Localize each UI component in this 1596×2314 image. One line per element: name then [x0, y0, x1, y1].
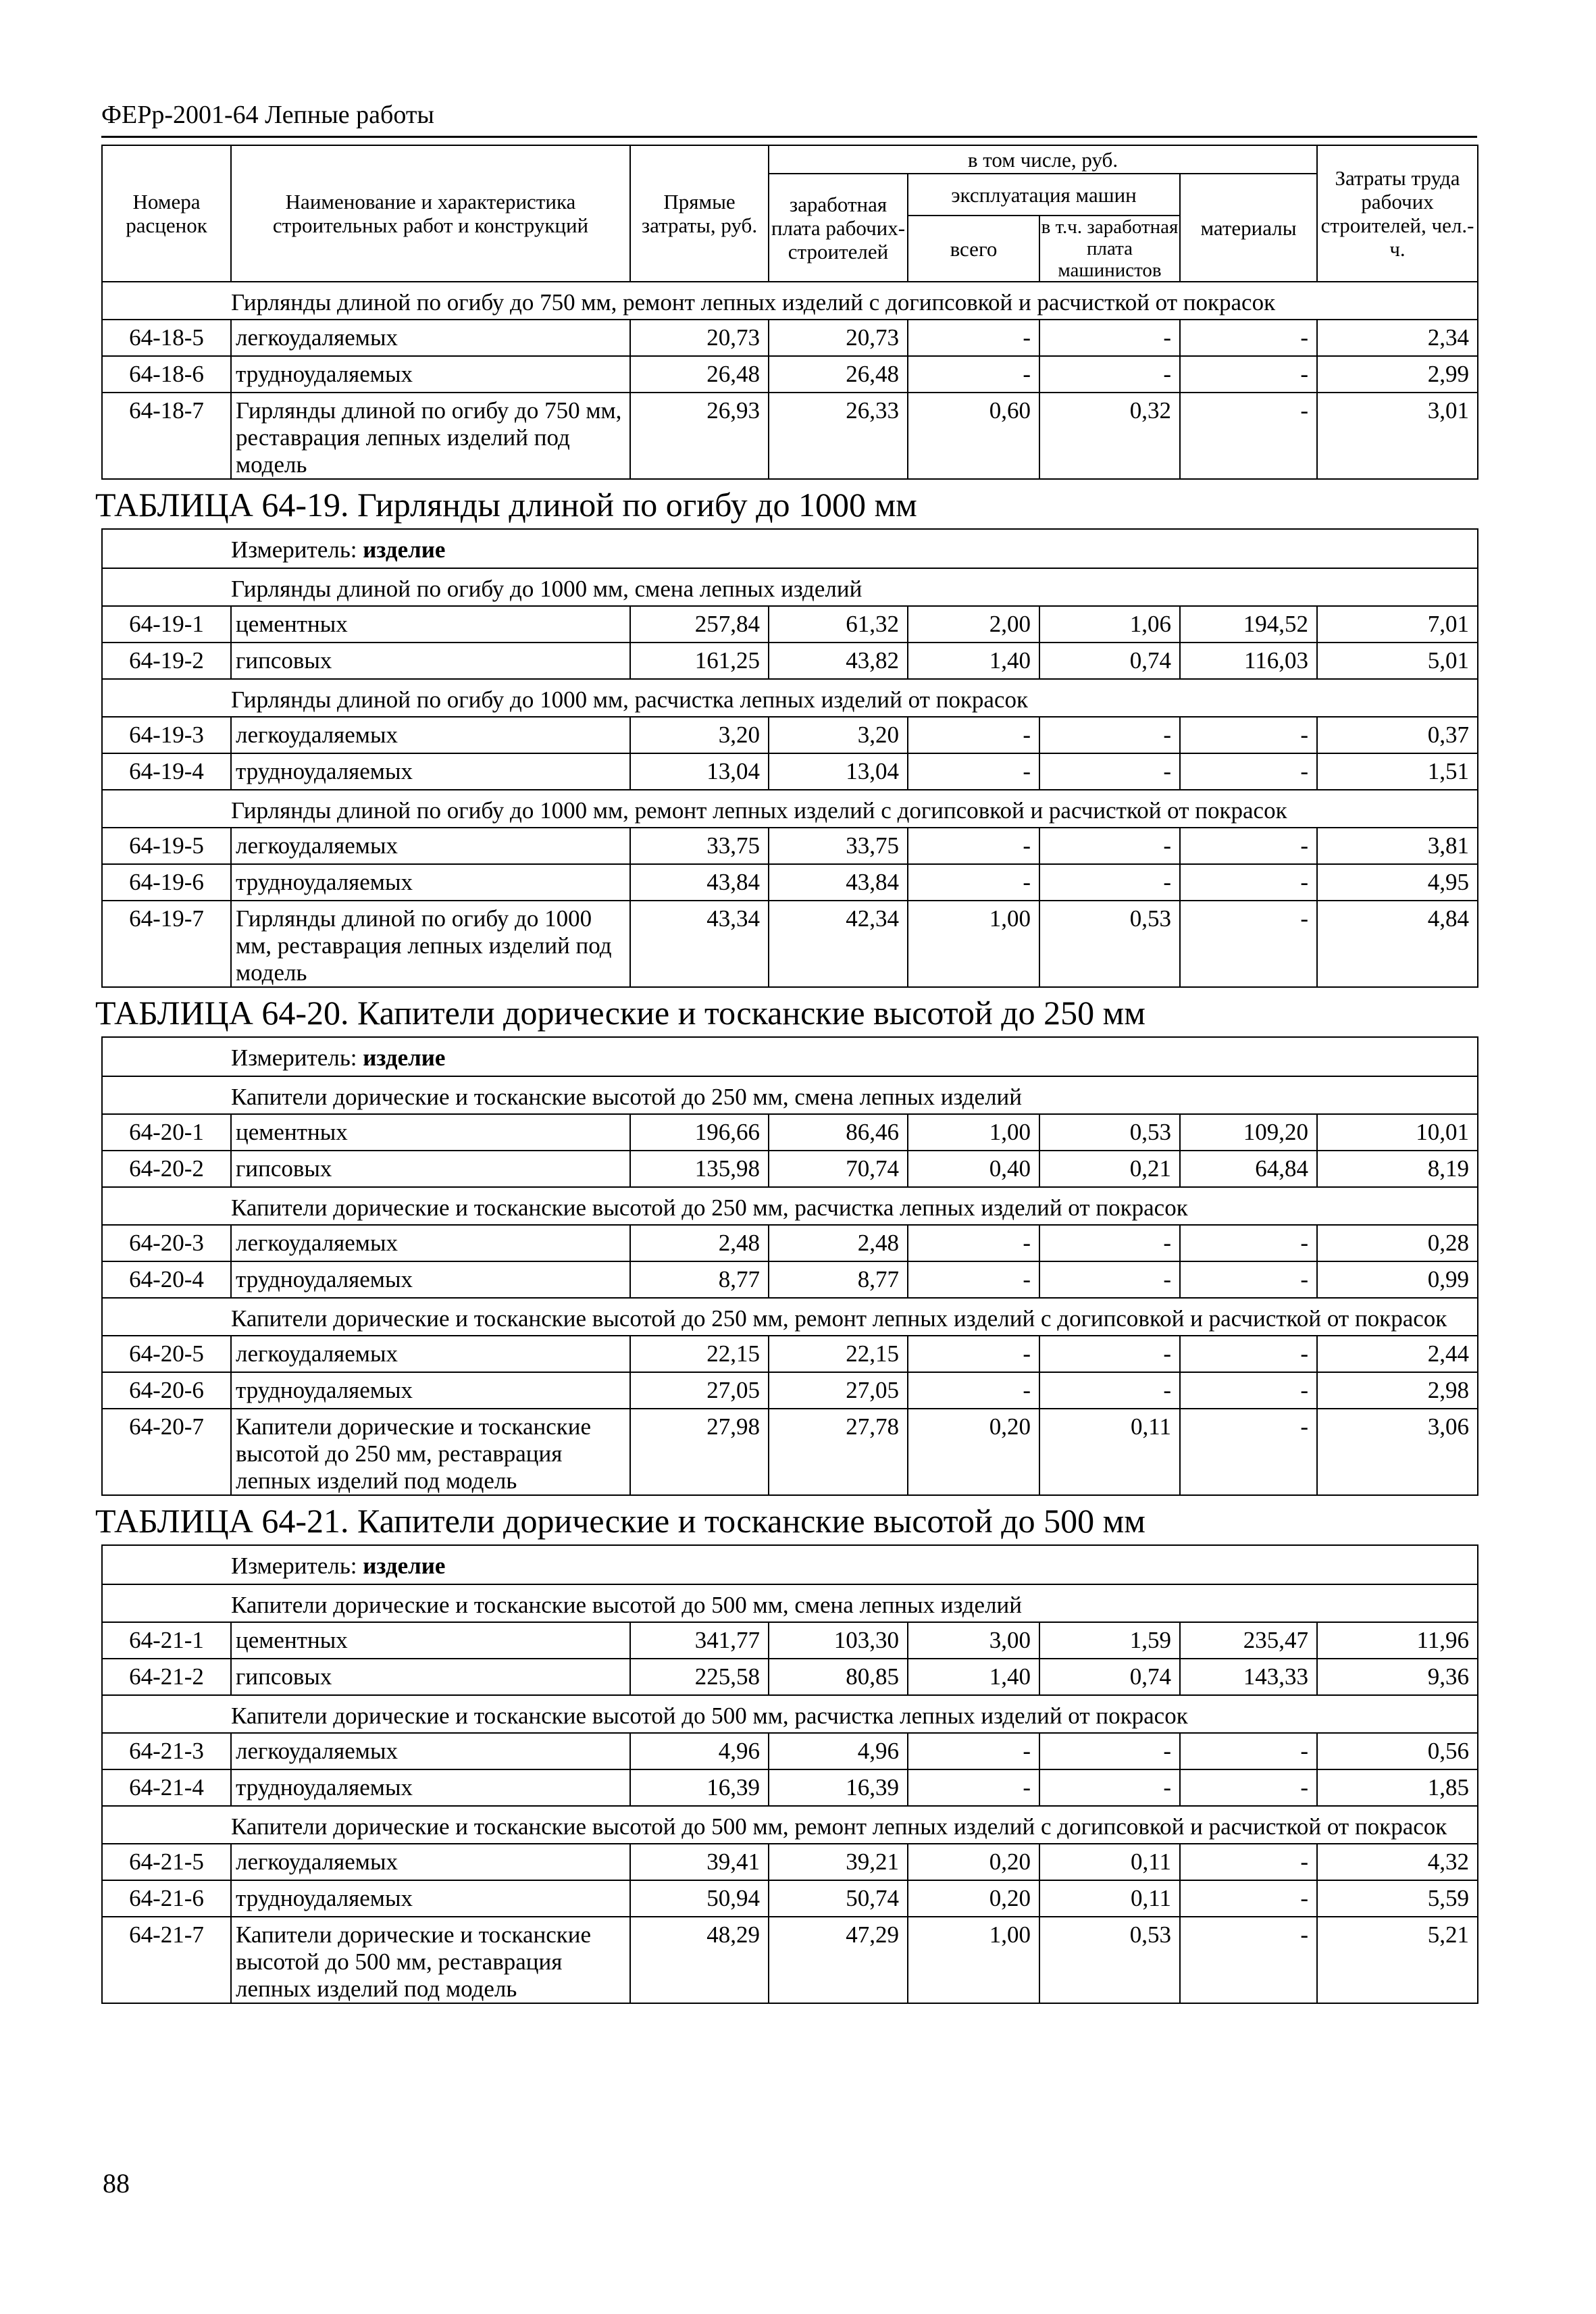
direct-cost: 341,77 [630, 1622, 769, 1659]
direct-cost: 26,48 [630, 356, 769, 393]
work-name: цементных [231, 1622, 630, 1659]
work-name: трудноудаляемых [231, 753, 630, 790]
labor-cost: 0,37 [1317, 717, 1478, 753]
machines-cost: - [908, 356, 1039, 393]
machines-cost: 1,00 [908, 1917, 1039, 2003]
col-header-machines-total: всего [908, 216, 1039, 282]
direct-cost: 135,98 [630, 1151, 769, 1187]
wages-cost: 47,29 [769, 1917, 908, 2003]
col-header-incl: в том числе, руб. [769, 145, 1317, 174]
wages-cost: 61,32 [769, 606, 908, 643]
wages-cost: 33,75 [769, 828, 908, 864]
machine-wages-cost: 0,53 [1039, 1917, 1180, 2003]
labor-cost: 8,19 [1317, 1151, 1478, 1187]
wages-cost: 2,48 [769, 1225, 908, 1261]
materials-cost: - [1180, 1409, 1317, 1495]
direct-cost: 22,15 [630, 1336, 769, 1372]
materials-cost: - [1180, 828, 1317, 864]
direct-cost: 257,84 [630, 606, 769, 643]
table-row [102, 828, 1478, 864]
machines-cost: - [908, 828, 1039, 864]
labor-cost: 3,01 [1317, 393, 1478, 479]
machines-cost: - [908, 717, 1039, 753]
direct-cost: 16,39 [630, 1769, 769, 1806]
direct-cost: 2,48 [630, 1225, 769, 1261]
wages-cost: 42,34 [769, 901, 908, 987]
section-heading [102, 679, 1478, 717]
wages-cost: 26,33 [769, 393, 908, 479]
table-row [102, 1733, 1478, 1769]
materials-cost: - [1180, 1880, 1317, 1917]
machine-wages-cost: - [1039, 356, 1180, 393]
rate-code: 64-20-2 [102, 1151, 231, 1187]
labor-cost: 2,34 [1317, 320, 1478, 356]
machines-cost: - [908, 1733, 1039, 1769]
rate-code: 64-19-1 [102, 606, 231, 643]
materials-cost: - [1180, 356, 1317, 393]
materials-cost: - [1180, 864, 1317, 901]
labor-cost: 4,84 [1317, 901, 1478, 987]
machines-cost: 1,00 [908, 1114, 1039, 1151]
section-heading-text: Капители дорические и тосканские высотой до 250 мм, ремонт лепных изделий с догипсовкой и расчисткой от покрасок [102, 1298, 1478, 1336]
measure-value: изделие [363, 536, 446, 563]
labor-cost: 3,06 [1317, 1409, 1478, 1495]
machine-wages-cost: - [1039, 320, 1180, 356]
machine-wages-cost: 0,11 [1039, 1844, 1180, 1880]
machines-cost: - [908, 320, 1039, 356]
col-header-direct: Прямые затраты, руб. [630, 145, 769, 282]
table-row [102, 1409, 1478, 1495]
machines-cost: 0,40 [908, 1151, 1039, 1187]
labor-cost: 2,98 [1317, 1372, 1478, 1409]
materials-cost: 116,03 [1180, 643, 1317, 679]
section-heading-text: Капители дорические и тосканские высотой до 250 мм, расчистка лепных изделий от покрасок [102, 1187, 1478, 1225]
rate-code: 64-18-7 [102, 393, 231, 479]
work-name: Капители дорические и тосканские высотой до 250 мм, реставрация лепных изделий под модель [231, 1409, 630, 1495]
table-row [102, 1769, 1478, 1806]
direct-cost: 43,84 [630, 864, 769, 901]
machines-cost: 0,20 [908, 1409, 1039, 1495]
work-name: легкоудаляемых [231, 1336, 630, 1372]
wages-cost: 70,74 [769, 1151, 908, 1187]
machine-wages-cost: - [1039, 717, 1180, 753]
table-row [102, 1336, 1478, 1372]
section-heading [102, 1076, 1478, 1114]
work-name: трудноудаляемых [231, 1261, 630, 1298]
direct-cost: 27,98 [630, 1409, 769, 1495]
labor-cost: 10,01 [1317, 1114, 1478, 1151]
labor-cost: 0,99 [1317, 1261, 1478, 1298]
measure-value: изделие [363, 1045, 446, 1071]
section-heading [102, 1584, 1478, 1622]
machines-cost: - [908, 1225, 1039, 1261]
machine-wages-cost: 0,53 [1039, 901, 1180, 987]
col-header-code: Номера расценок [102, 145, 231, 282]
labor-cost: 3,81 [1317, 828, 1478, 864]
wages-cost: 22,15 [769, 1336, 908, 1372]
rate-code: 64-21-6 [102, 1880, 231, 1917]
rate-code: 64-20-1 [102, 1114, 231, 1151]
rate-code: 64-18-6 [102, 356, 231, 393]
direct-cost: 27,05 [630, 1372, 769, 1409]
machines-cost: - [908, 753, 1039, 790]
materials-cost: 64,84 [1180, 1151, 1317, 1187]
wages-cost: 86,46 [769, 1114, 908, 1151]
work-name: легкоудаляемых [231, 1225, 630, 1261]
machine-wages-cost: - [1039, 828, 1180, 864]
table-header [102, 145, 1478, 282]
work-name: гипсовых [231, 1151, 630, 1187]
work-name: Капители дорические и тосканские высотой до 500 мм, реставрация лепных изделий под модель [231, 1917, 630, 2003]
rate-code: 64-18-5 [102, 320, 231, 356]
machine-wages-cost: - [1039, 753, 1180, 790]
table-row [102, 1261, 1478, 1298]
table-row [102, 1844, 1478, 1880]
machine-wages-cost: 0,74 [1039, 643, 1180, 679]
table-title-text: ТАБЛИЦА 64-20. Капители дорические и тосканские высотой до 250 мм [95, 994, 1145, 1032]
rate-code: 64-21-7 [102, 1917, 231, 2003]
machines-cost: - [908, 864, 1039, 901]
machine-wages-cost: - [1039, 1372, 1180, 1409]
rate-code: 64-19-2 [102, 643, 231, 679]
work-name: трудноудаляемых [231, 864, 630, 901]
section-heading-text: Гирлянды длиной по огибу до 1000 мм, ремонт лепных изделий с догипсовкой и расчисткой от покрасок [102, 790, 1478, 828]
col-header-materials: материалы [1180, 174, 1317, 282]
machines-cost: - [908, 1336, 1039, 1372]
col-header-labor: Затраты труда рабочих строителей, чел.-ч. [1317, 145, 1478, 282]
header-rule [101, 136, 1477, 138]
table-row [102, 1372, 1478, 1409]
table-row [102, 393, 1478, 479]
materials-cost: - [1180, 1844, 1317, 1880]
table-row [102, 356, 1478, 393]
measure-unit [102, 1545, 1478, 1584]
machine-wages-cost: - [1039, 1769, 1180, 1806]
machine-wages-cost: 0,74 [1039, 1659, 1180, 1695]
table-title [102, 479, 1478, 529]
direct-cost: 39,41 [630, 1844, 769, 1880]
col-header-wages: заработная плата рабочих-строителей [769, 174, 908, 282]
wages-cost: 103,30 [769, 1622, 908, 1659]
rate-code: 64-20-4 [102, 1261, 231, 1298]
table-row [102, 1622, 1478, 1659]
section-heading-text: Капители дорические и тосканские высотой до 500 мм, расчистка лепных изделий от покрасок [102, 1695, 1478, 1733]
materials-cost: - [1180, 1261, 1317, 1298]
measure-label: Измеритель: [231, 1553, 357, 1579]
materials-cost: - [1180, 717, 1317, 753]
wages-cost: 16,39 [769, 1769, 908, 1806]
section-heading [102, 790, 1478, 828]
machines-cost: - [908, 1261, 1039, 1298]
work-name: легкоудаляемых [231, 1733, 630, 1769]
direct-cost: 43,34 [630, 901, 769, 987]
labor-cost: 4,95 [1317, 864, 1478, 901]
machine-wages-cost: 0,21 [1039, 1151, 1180, 1187]
machine-wages-cost: 1,59 [1039, 1622, 1180, 1659]
work-name: Гирлянды длиной по огибу до 750 мм, реставрация лепных изделий под модель [231, 393, 630, 479]
labor-cost: 11,96 [1317, 1622, 1478, 1659]
table-row [102, 1659, 1478, 1695]
direct-cost: 8,77 [630, 1261, 769, 1298]
machines-cost: 0,20 [908, 1844, 1039, 1880]
machines-cost: 2,00 [908, 606, 1039, 643]
section-heading-text: Гирлянды длиной по огибу до 1000 мм, расчистка лепных изделий от покрасок [102, 679, 1478, 717]
materials-cost: 109,20 [1180, 1114, 1317, 1151]
table-row [102, 753, 1478, 790]
rate-code: 64-19-6 [102, 864, 231, 901]
section-heading-text: Гирлянды длиной по огибу до 750 мм, ремонт лепных изделий с догипсовкой и расчисткой от покрасок [102, 282, 1478, 320]
table-body [95, 282, 1478, 2003]
work-name: легкоудаляемых [231, 1844, 630, 1880]
section-heading [102, 1187, 1478, 1225]
work-name: цементных [231, 1114, 630, 1151]
wages-cost: 27,78 [769, 1409, 908, 1495]
machine-wages-cost: 1,06 [1039, 606, 1180, 643]
measure-value: изделие [363, 1553, 446, 1579]
rate-code: 64-20-3 [102, 1225, 231, 1261]
machine-wages-cost: - [1039, 1225, 1180, 1261]
direct-cost: 20,73 [630, 320, 769, 356]
table-row [102, 1880, 1478, 1917]
labor-cost: 9,36 [1317, 1659, 1478, 1695]
work-name: легкоудаляемых [231, 828, 630, 864]
machines-cost: 1,40 [908, 1659, 1039, 1695]
materials-cost: - [1180, 1372, 1317, 1409]
section-heading [102, 1806, 1478, 1844]
rate-code: 64-20-6 [102, 1372, 231, 1409]
rate-code: 64-21-5 [102, 1844, 231, 1880]
measure-unit [102, 1037, 1478, 1076]
rate-code: 64-19-3 [102, 717, 231, 753]
work-name: легкоудаляемых [231, 320, 630, 356]
wages-cost: 43,82 [769, 643, 908, 679]
materials-cost: - [1180, 393, 1317, 479]
table-row [102, 1151, 1478, 1187]
wages-cost: 39,21 [769, 1844, 908, 1880]
running-header: ФЕРр-2001-64 Лепные работы [101, 101, 434, 129]
measure-label: Измеритель: [231, 536, 357, 563]
direct-cost: 161,25 [630, 643, 769, 679]
labor-cost: 2,44 [1317, 1336, 1478, 1372]
materials-cost: - [1180, 1225, 1317, 1261]
work-name: легкоудаляемых [231, 717, 630, 753]
direct-cost: 4,96 [630, 1733, 769, 1769]
col-header-name: Наименование и характеристика строительных работ и конструкций [231, 145, 630, 282]
direct-cost: 50,94 [630, 1880, 769, 1917]
table-title-text: ТАБЛИЦА 64-21. Капители дорические и тосканские высотой до 500 мм [95, 1502, 1145, 1540]
machine-wages-cost: - [1039, 864, 1180, 901]
table-title [102, 1495, 1478, 1545]
rate-code: 64-21-1 [102, 1622, 231, 1659]
machines-cost: 1,00 [908, 901, 1039, 987]
rate-code: 64-19-7 [102, 901, 231, 987]
materials-cost: - [1180, 1336, 1317, 1372]
section-heading-text: Капители дорические и тосканские высотой до 500 мм, ремонт лепных изделий с догипсовкой и расчисткой от покрасок [102, 1806, 1478, 1844]
work-name: трудноудаляемых [231, 1769, 630, 1806]
machines-cost: - [908, 1769, 1039, 1806]
direct-cost: 33,75 [630, 828, 769, 864]
labor-cost: 4,32 [1317, 1844, 1478, 1880]
machine-wages-cost: - [1039, 1733, 1180, 1769]
materials-cost: 235,47 [1180, 1622, 1317, 1659]
section-heading [102, 1298, 1478, 1336]
work-name: гипсовых [231, 1659, 630, 1695]
work-name: трудноудаляемых [231, 356, 630, 393]
table-row [102, 1225, 1478, 1261]
machines-cost: 0,60 [908, 393, 1039, 479]
labor-cost: 0,28 [1317, 1225, 1478, 1261]
page-number: 88 [103, 2168, 130, 2198]
rate-code: 64-19-5 [102, 828, 231, 864]
rate-code: 64-20-7 [102, 1409, 231, 1495]
work-name: трудноудаляемых [231, 1372, 630, 1409]
work-name: гипсовых [231, 643, 630, 679]
work-name: цементных [231, 606, 630, 643]
wages-cost: 3,20 [769, 717, 908, 753]
wages-cost: 4,96 [769, 1733, 908, 1769]
table-row [102, 864, 1478, 901]
table-row [102, 606, 1478, 643]
section-heading-text: Капители дорические и тосканские высотой до 500 мм, смена лепных изделий [102, 1584, 1478, 1622]
wages-cost: 13,04 [769, 753, 908, 790]
labor-cost: 1,51 [1317, 753, 1478, 790]
labor-cost: 2,99 [1317, 356, 1478, 393]
table-row [102, 1917, 1478, 2003]
measure-label: Измеритель: [231, 1045, 357, 1071]
section-heading-text: Гирлянды длиной по огибу до 1000 мм, смена лепных изделий [102, 568, 1478, 606]
wages-cost: 80,85 [769, 1659, 908, 1695]
materials-cost: - [1180, 1733, 1317, 1769]
labor-cost: 5,59 [1317, 1880, 1478, 1917]
table-row [102, 1114, 1478, 1151]
wages-cost: 8,77 [769, 1261, 908, 1298]
labor-cost: 0,56 [1317, 1733, 1478, 1769]
rate-code: 64-21-2 [102, 1659, 231, 1695]
section-heading [102, 282, 1478, 320]
materials-cost: - [1180, 753, 1317, 790]
rate-code: 64-21-3 [102, 1733, 231, 1769]
labor-cost: 5,01 [1317, 643, 1478, 679]
direct-cost: 48,29 [630, 1917, 769, 2003]
wages-cost: 50,74 [769, 1880, 908, 1917]
materials-cost: - [1180, 1769, 1317, 1806]
labor-cost: 5,21 [1317, 1917, 1478, 2003]
wages-cost: 43,84 [769, 864, 908, 901]
machine-wages-cost: - [1039, 1261, 1180, 1298]
direct-cost: 3,20 [630, 717, 769, 753]
section-heading [102, 568, 1478, 606]
materials-cost: 194,52 [1180, 606, 1317, 643]
wages-cost: 26,48 [769, 356, 908, 393]
machines-cost: 0,20 [908, 1880, 1039, 1917]
materials-cost: - [1180, 1917, 1317, 2003]
machines-cost: 3,00 [908, 1622, 1039, 1659]
materials-cost: - [1180, 901, 1317, 987]
rate-code: 64-19-4 [102, 753, 231, 790]
machine-wages-cost: 0,53 [1039, 1114, 1180, 1151]
machine-wages-cost: 0,32 [1039, 393, 1180, 479]
rate-code: 64-21-4 [102, 1769, 231, 1806]
work-name: Гирлянды длиной по огибу до 1000 мм, реставрация лепных изделий под модель [231, 901, 630, 987]
table-title-text: ТАБЛИЦА 64-19. Гирлянды длиной по огибу до 1000 мм [95, 486, 917, 524]
machines-cost: - [908, 1372, 1039, 1409]
materials-cost: 143,33 [1180, 1659, 1317, 1695]
wages-cost: 27,05 [769, 1372, 908, 1409]
col-header-machine-wages: в т.ч. заработная плата машинистов [1039, 216, 1180, 282]
direct-cost: 196,66 [630, 1114, 769, 1151]
table-title [102, 987, 1478, 1037]
machine-wages-cost: - [1039, 1336, 1180, 1372]
labor-cost: 1,85 [1317, 1769, 1478, 1806]
direct-cost: 26,93 [630, 393, 769, 479]
table-row [102, 901, 1478, 987]
rate-code: 64-20-5 [102, 1336, 231, 1372]
table-row [102, 320, 1478, 356]
wages-cost: 20,73 [769, 320, 908, 356]
price-table [95, 145, 1478, 2004]
materials-cost: - [1180, 320, 1317, 356]
measure-unit [102, 529, 1478, 568]
section-heading-text: Капители дорические и тосканские высотой до 250 мм, смена лепных изделий [102, 1076, 1478, 1114]
direct-cost: 225,58 [630, 1659, 769, 1695]
col-header-machines: эксплуатация машин [908, 174, 1180, 216]
table-row [102, 643, 1478, 679]
machine-wages-cost: 0,11 [1039, 1409, 1180, 1495]
machines-cost: 1,40 [908, 643, 1039, 679]
table-row [102, 717, 1478, 753]
section-heading [102, 1695, 1478, 1733]
machine-wages-cost: 0,11 [1039, 1880, 1180, 1917]
work-name: трудноудаляемых [231, 1880, 630, 1917]
labor-cost: 7,01 [1317, 606, 1478, 643]
direct-cost: 13,04 [630, 753, 769, 790]
